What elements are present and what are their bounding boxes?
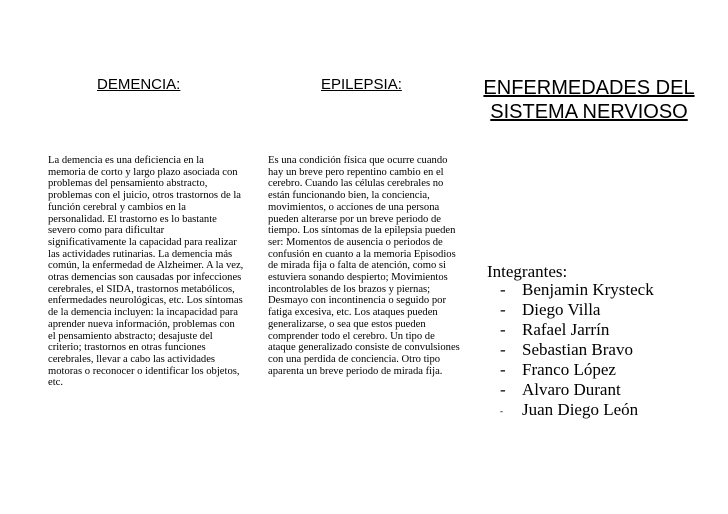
members-list [500, 280, 654, 421]
member-item: - Rafael Jarrín [500, 320, 610, 339]
member-item: - Benjamin Krysteck [500, 280, 654, 299]
member-item: - Alvaro Durant [500, 380, 621, 399]
epilepsy-title: EPILEPSIA: [321, 76, 402, 93]
member-item: - Juan Diego León [500, 400, 639, 419]
epilepsy-text: Es una condición física que ocurre cuando hay un breve pero repentino cambio en el cerebro. Cuando las células cerebrales no están funcionando bien, la conciencia, movimientos, o acciones de una persona pueden alterarse por un breve periodo de tiempo. Los síntomas de la epilepsia pueden ser: Momentos de ausencia o periodos de confusión en cuanto a la memoria Episodios de mirada fija o falta de atención, como si estuviera sonando despierto; Movimientos incontrolables de los brazos y piernas; Desmayo con incontinencia o seguido por fatiga excesiva, etc. Los ataques pueden generalizarse, o sea que estos pueden comprender todo el cerebro. Un tipo de ataque generalizado consiste de convulsiones con una perdida de conciencia. Otro tipo aparenta un breve periodo de mirada fija. [268, 155, 460, 377]
member-item: - Franco López [500, 360, 616, 379]
brochure-title: ENFERMEDADES DEL SISTEMA NERVIOSO [483, 77, 695, 123]
members-heading: Integrantes: [487, 262, 568, 281]
dementia-title: DEMENCIA: [97, 76, 181, 93]
member-item: - Sebastian Bravo [500, 340, 633, 359]
member-item: - Diego Villa [500, 300, 601, 319]
dementia-text: La demencia es una deficiencia en la memoria de corto y largo plazo asociada con problemas del pensamiento abstracto, problemas con el juicio, otros trastornos de la función cerebral y cambios en la personalidad. El trastorno es lo bastante severo como para dificultar significativamente la capacidad para realizar las actividades rutinarias. La demencia más común, la enfermedad de Alzheimer. A la vez, otras demencias son causadas por infecciones cerebrales, el SIDA, trastornos metabólicos, enfermedades neurológicas, etc. Los síntomas de la demencia incluyen: la incapacidad para aprender nueva información, problemas con el pensamiento abstracto; desajuste del criterio; trastornos en otras funciones cerebrales, llevar a cabo las actividades motoras o reconocer o identificar los objetos, etc. [48, 155, 244, 389]
